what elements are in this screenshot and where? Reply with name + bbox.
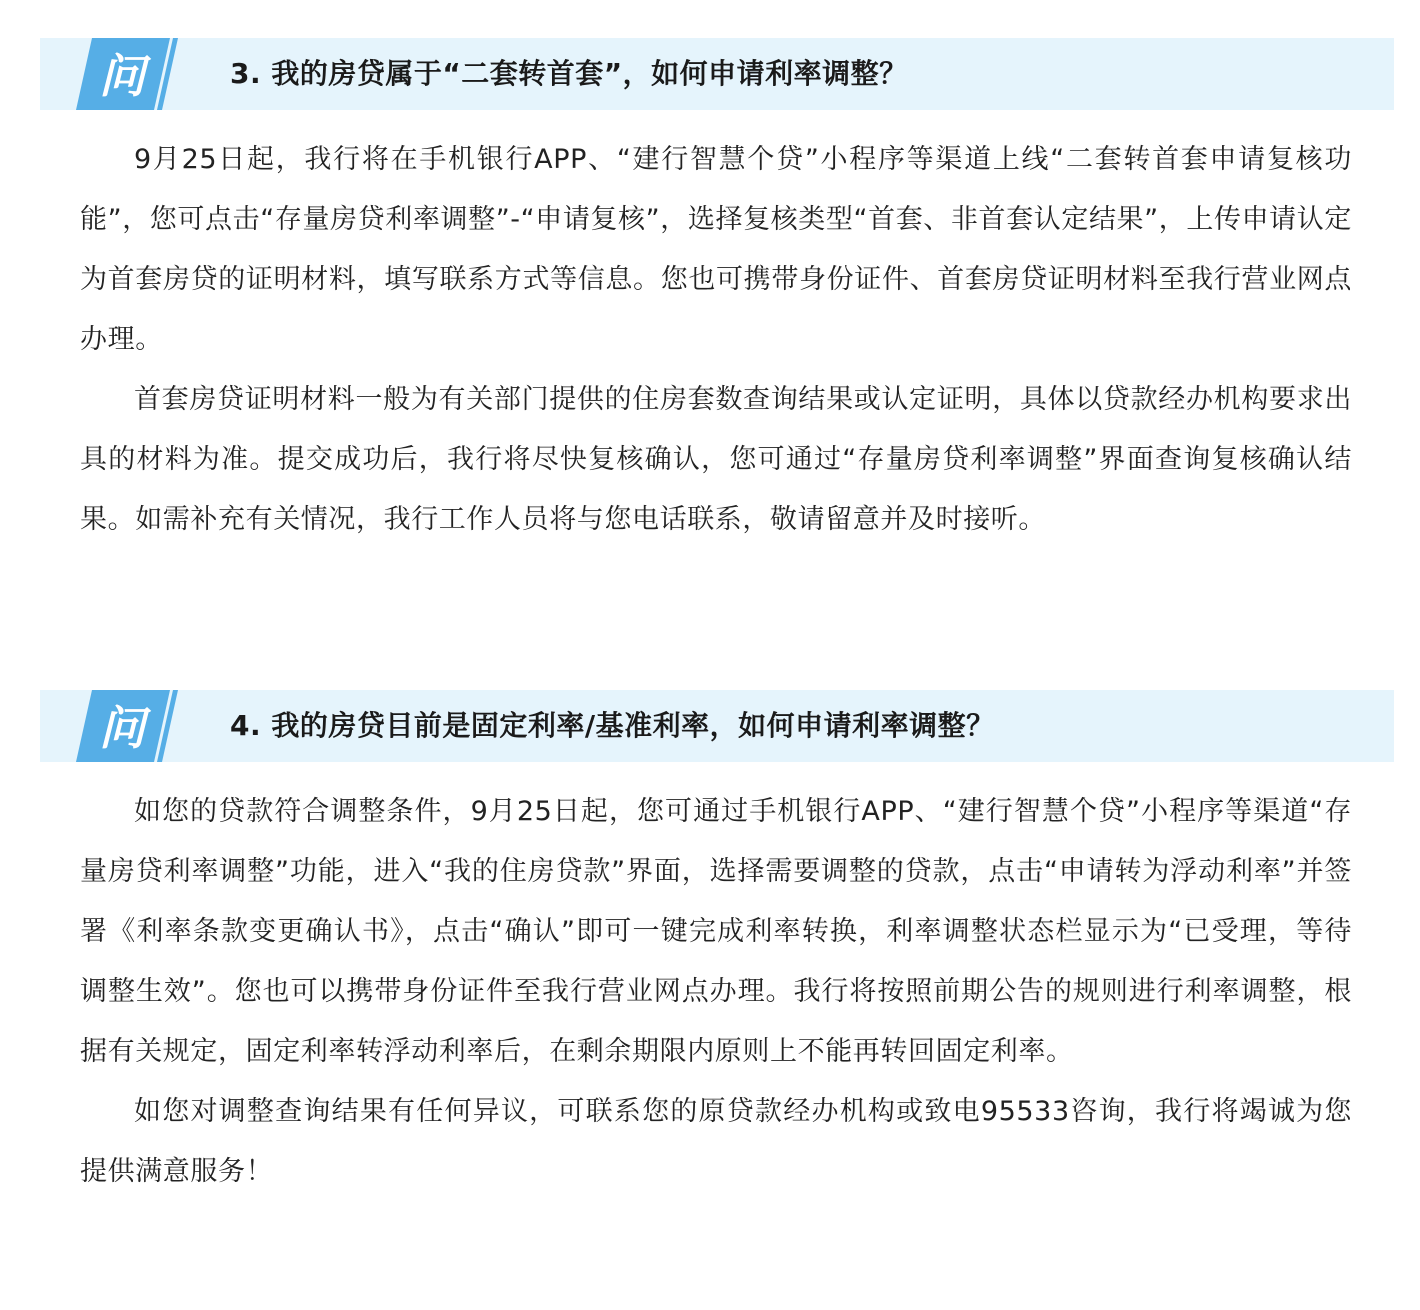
answer-body <box>80 782 1352 1202</box>
question-header <box>40 38 1394 110</box>
qa-section-3 <box>0 38 1420 550</box>
question-title: 3. 我的房贷属于“二套转首套”，如何申请利率调整？ <box>230 57 908 90</box>
answer-paragraph: 如您对调整查询结果有任何异议，可联系您的原贷款经办机构或致电95533咨询，我行将竭诚为您提供满意服务！ <box>80 1096 1352 1187</box>
answer-paragraph: 9月25日起，我行将在手机银行APP、“建行智慧个贷”小程序等渠道上线“二套转首套申请复核功能”，您可点击“存量房贷利率调整”-“申请复核”，选择复核类型“首套、非首套认定结果”，上传申请认定为首套房贷的证明材料，填写联系方式等信息。您也可携带身份证件、首套房贷证明材料至我行营业网点办理。 <box>80 144 1352 355</box>
question-title: 4. 我的房贷目前是固定利率/基准利率，如何申请利率调整？ <box>230 709 995 742</box>
badge-glyph: 问 <box>99 49 145 103</box>
question-badge-icon <box>74 690 194 762</box>
qa-section-4 <box>0 690 1420 1202</box>
answer-paragraph: 首套房贷证明材料一般为有关部门提供的住房套数查询结果或认定证明，具体以贷款经办机构要求出具的材料为准。提交成功后，我行将尽快复核确认，您可通过“存量房贷利率调整”界面查询复核确认结果。如需补充有关情况，我行工作人员将与您电话联系，敬请留意并及时接听。 <box>80 384 1352 535</box>
question-header <box>40 690 1394 762</box>
question-badge-icon <box>74 38 194 110</box>
answer-paragraph: 如您的贷款符合调整条件，9月25日起，您可通过手机银行APP、“建行智慧个贷”小程序等渠道“存量房贷利率调整”功能，进入“我的住房贷款”界面，选择需要调整的贷款，点击“申请转为浮动利率”并签署《利率条款变更确认书》，点击“确认”即可一键完成利率转换，利率调整状态栏显示为“已受理，等待调整生效”。您也可以携带身份证件至我行营业网点办理。我行将按照前期公告的规则进行利率调整，根据有关规定，固定利率转浮动利率后，在剩余期限内原则上不能再转回固定利率。 <box>80 796 1352 1067</box>
answer-body <box>80 130 1352 550</box>
badge-glyph: 问 <box>99 701 145 755</box>
